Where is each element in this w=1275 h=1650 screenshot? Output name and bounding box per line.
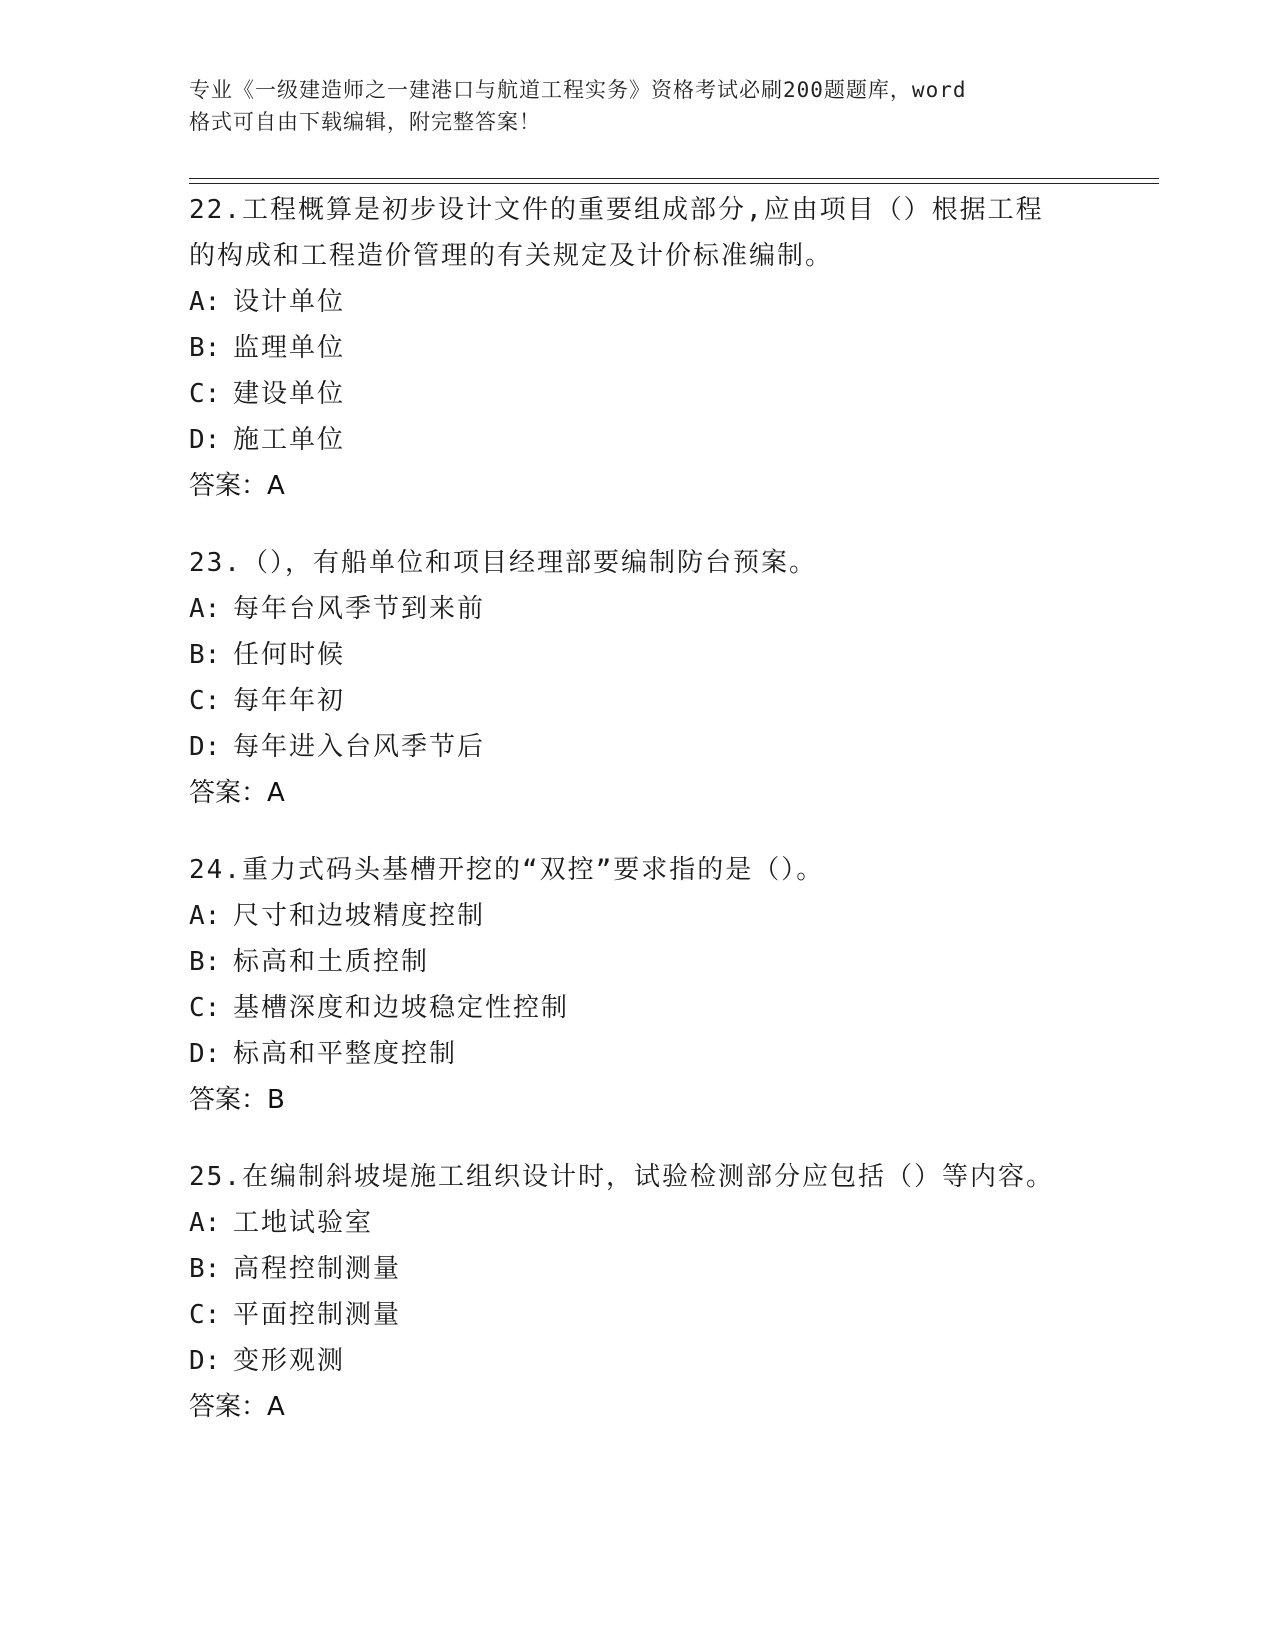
question-24 xyxy=(189,847,1089,1123)
option-letter: B: xyxy=(189,1254,221,1284)
option-letter: A: xyxy=(189,594,221,624)
option-a xyxy=(189,279,1089,325)
option-letter: C: xyxy=(189,686,221,716)
option-letter: A: xyxy=(189,901,221,931)
option-b xyxy=(189,632,1089,678)
question-stem: 23.（），有船单位和项目经理部要编制防台预案。 xyxy=(189,548,817,578)
header-line-2: 格式可自由下载编辑，附完整答案！ xyxy=(189,110,541,134)
option-letter: D: xyxy=(189,1039,221,1069)
question-stem: 24.重力式码头基槽开挖的“双控”要求指的是（）。 xyxy=(189,855,825,885)
header-line-1: 专业《一级建造师之一建港口与航道工程实务》资格考试必刷200题题库，word xyxy=(189,78,967,102)
option-letter: D: xyxy=(189,425,221,455)
question-stem: 25.在编制斜坡堤施工组织设计时，试验检测部分应包括（）等内容。 xyxy=(189,1162,1054,1192)
question-23 xyxy=(189,540,1089,816)
option-text: 施工单位 xyxy=(233,425,346,455)
option-d xyxy=(189,1338,1089,1384)
option-text: 每年台风季节到来前 xyxy=(233,594,486,624)
option-text: 任何时候 xyxy=(233,640,346,670)
option-letter: C: xyxy=(189,379,221,409)
header-divider-top xyxy=(189,178,1159,179)
option-text: 建设单位 xyxy=(233,379,346,409)
option-c xyxy=(189,985,1089,1031)
option-letter: A: xyxy=(189,287,221,317)
option-letter: C: xyxy=(189,993,221,1023)
answer-line: 答案：A xyxy=(189,471,285,501)
option-d xyxy=(189,1031,1089,1077)
option-text: 每年进入台风季节后 xyxy=(233,732,486,762)
option-letter: A: xyxy=(189,1208,221,1238)
option-d xyxy=(189,724,1089,770)
option-c xyxy=(189,371,1089,417)
option-letter: B: xyxy=(189,947,221,977)
option-text: 基槽深度和边坡稳定性控制 xyxy=(233,993,570,1023)
option-letter: B: xyxy=(189,333,221,363)
question-stem: 22.工程概算是初步设计文件的重要组成部分,应由项目（）根据工程 xyxy=(189,195,1044,225)
option-b xyxy=(189,1246,1089,1292)
option-letter: B: xyxy=(189,640,221,670)
option-text: 变形观测 xyxy=(233,1346,346,1376)
question-stem-continued: 的构成和工程造价管理的有关规定及计价标准编制。 xyxy=(189,241,834,271)
header-divider-bottom xyxy=(189,183,1159,184)
option-text: 尺寸和边坡精度控制 xyxy=(233,901,486,931)
question-22 xyxy=(189,187,1089,509)
option-d xyxy=(189,417,1089,463)
option-text: 标高和平整度控制 xyxy=(233,1039,458,1069)
option-c xyxy=(189,678,1089,724)
option-text: 每年年初 xyxy=(233,686,346,716)
option-a xyxy=(189,1200,1089,1246)
option-a xyxy=(189,586,1089,632)
option-b xyxy=(189,325,1089,371)
option-text: 高程控制测量 xyxy=(233,1254,402,1284)
option-text: 设计单位 xyxy=(233,287,346,317)
option-text: 标高和土质控制 xyxy=(233,947,430,977)
question-25 xyxy=(189,1154,1089,1430)
option-text: 工地试验室 xyxy=(233,1208,374,1238)
option-text: 平面控制测量 xyxy=(233,1300,402,1330)
option-letter: C: xyxy=(189,1300,221,1330)
answer-line: 答案：A xyxy=(189,778,285,808)
answer-line: 答案：A xyxy=(189,1392,285,1422)
option-a xyxy=(189,893,1089,939)
document-header xyxy=(189,74,1069,138)
option-letter: D: xyxy=(189,1346,221,1376)
option-text: 监理单位 xyxy=(233,333,346,363)
answer-line: 答案：B xyxy=(189,1085,285,1115)
option-c xyxy=(189,1292,1089,1338)
option-letter: D: xyxy=(189,732,221,762)
option-b xyxy=(189,939,1089,985)
